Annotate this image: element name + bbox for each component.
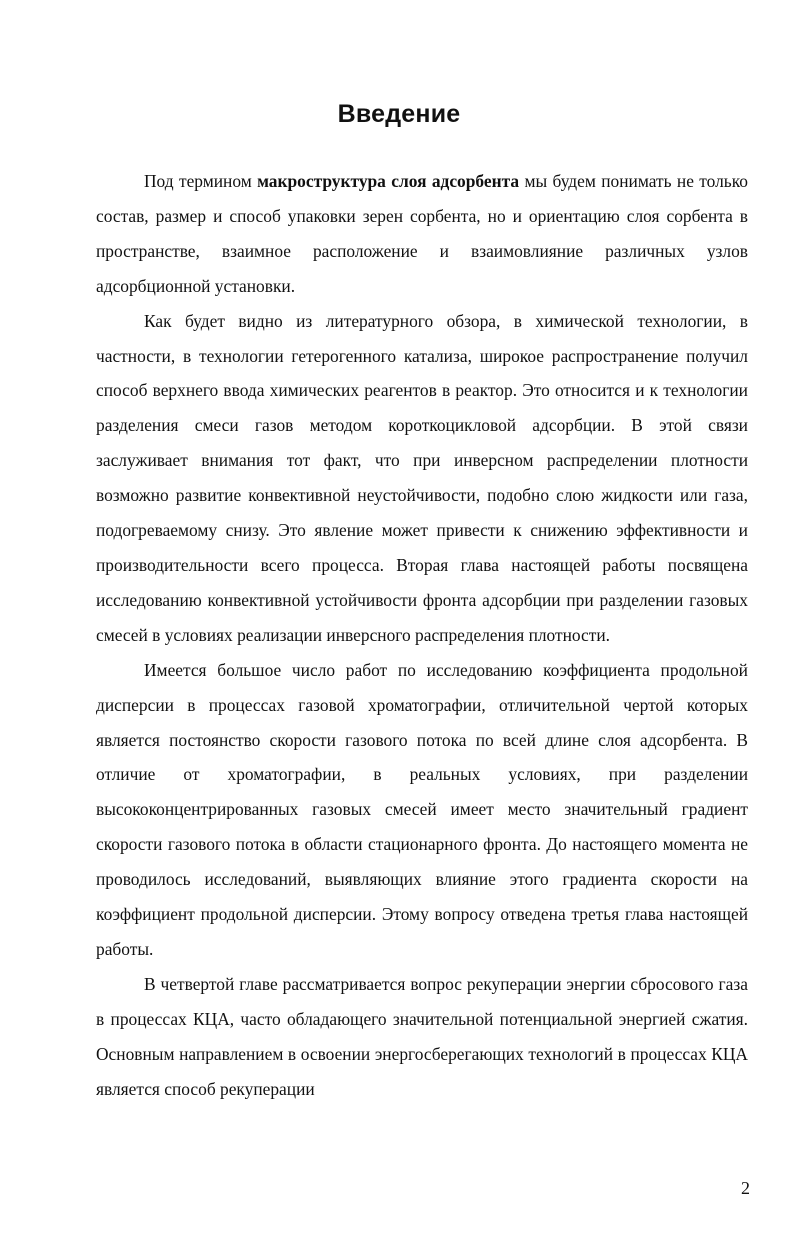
paragraph-intro-start: Под термином: [144, 171, 258, 191]
bold-term: макроструктура слоя адсорбента: [257, 171, 520, 191]
paragraph-intro: [96, 164, 748, 304]
paragraph-chapter-4: В четвертой главе рассматривается вопрос рекуперации энергии сбросового газа в процессах КЦА, часто обладающего значительной потенциальной энергией сжатия. Основным направлением в освоении энергосберегающих технологий в процессах КЦА является способ рекуперации: [96, 973, 748, 1099]
paragraph-chapter-2: Как будет видно из литературного обзора, в химической технологии, в частности, в технологии гетерогенного катализа, широкое распространение получил способ верхнего ввода химических реагентов в реактор. Это относится и к технологии разделения смеси газов методом короткоцикловой адсорбции. В этой связи заслуживает внимания тот факт, что при инверсном распределении плотности возможно развитие конвективной неустойчивости, подобно слою жидкости или газа, подогреваемому снизу. Это явление может привести к снижению эффективности и производительности всего процесса. Вторая глава настоящей работы посвящена исследованию конвективной устойчивости фронта адсорбции при разделении газовых смесей в условиях реализации инверсного распределения плотности.: [96, 310, 748, 645]
page-number: 2: [741, 1178, 750, 1198]
body-text: [96, 164, 748, 1106]
page-title: Введение: [337, 100, 461, 128]
paragraph-chapter-3: Имеется большое число работ по исследованию коэффициента продольной дисперсии в процессах газовой хроматографии, отличительной чертой которых является постоянство скорости газового потока по всей длине слоя адсорбента. В отличие от хроматографии, в реальных условиях, при разделении высококонцентрированных газовых смесей имеет место значительный градиент скорости газового потока в области стационарного фронта. До настоящего момента не проводилось исследований, выявляющих влияние этого градиента скорости на коэффициент продольной дисперсии. Этому вопросу отведена третья глава настоящей работы.: [96, 659, 748, 959]
paragraph-intro-end: мы будем понимать не только состав, размер и способ упаковки зерен сорбента, но и ориентацию слоя сорбента в пространстве, взаимное расположение и взаимовлияние различных узлов адсорбционной установки.: [96, 171, 748, 296]
